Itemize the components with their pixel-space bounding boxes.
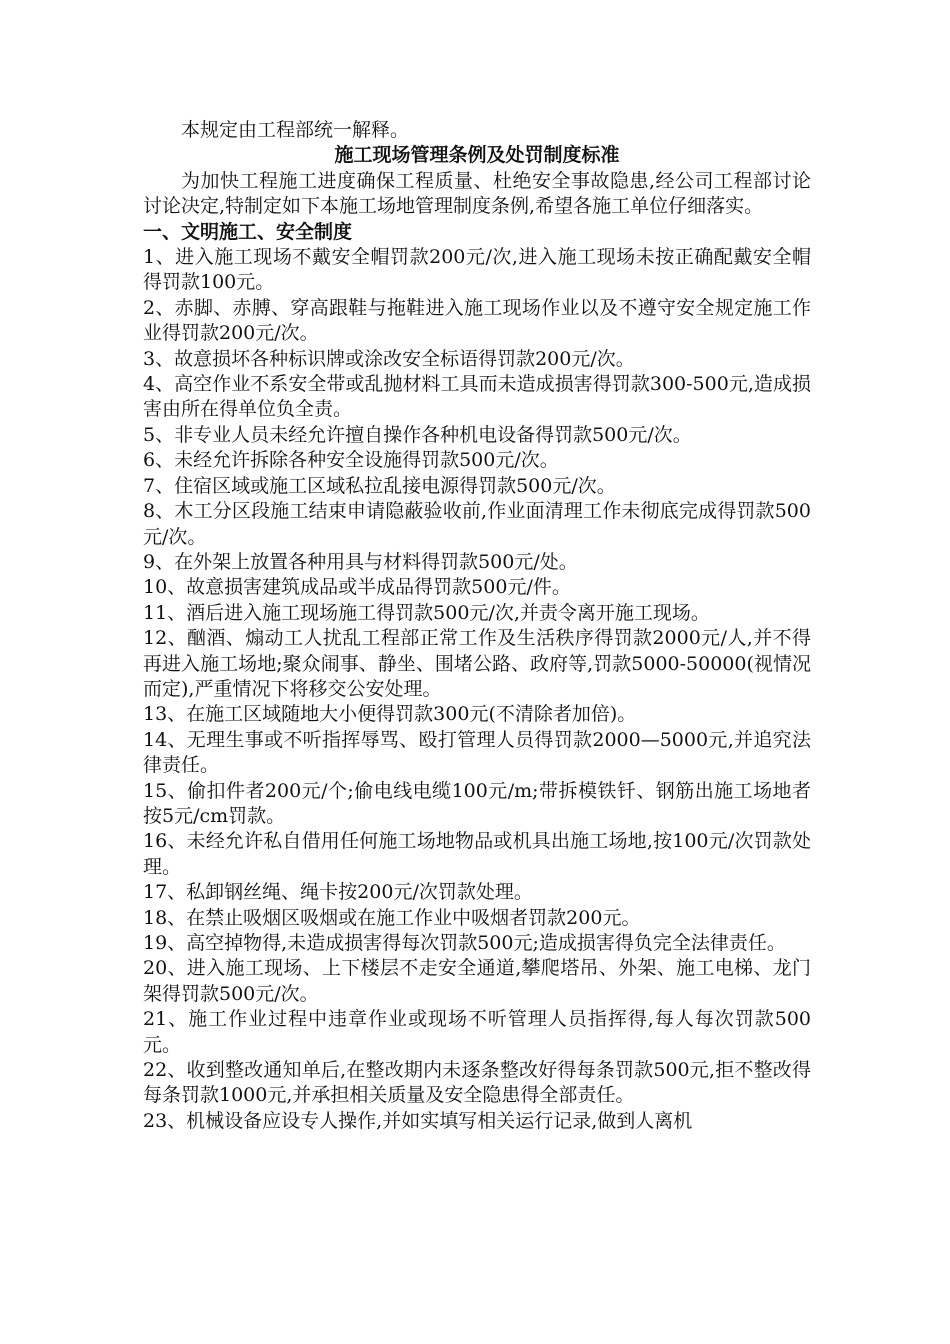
rule-item: 8、木工分区段施工结束申请隐蔽验收前,作业面清理工作未彻底完成得罚款500元/次。 xyxy=(143,500,811,548)
rule-item: 12、酗酒、煽动工人扰乱工程部正常工作及生活秩序得罚款2000元/人,并不得再进入施工场地;聚众闹事、静坐、围堵公路、政府等,罚款5000-50000(视情况而定),严重情况下将移交公安处理。 xyxy=(143,627,811,700)
rule-item: 3、故意损坏各种标识牌或涂改安全标语得罚款200元/次。 xyxy=(143,347,635,370)
rule-item: 16、未经允许私自借用任何施工场地物品或机具出施工场地,按100元/次罚款处理。 xyxy=(143,830,811,878)
rule-item: 13、在施工区域随地大小便得罚款300元(不清除者加倍)。 xyxy=(143,703,637,726)
rule-item: 21、施工作业过程中违章作业或现场不听管理人员指挥得,每人每次罚款500元。 xyxy=(143,1008,811,1056)
rule-item: 1、进入施工现场不戴安全帽罚款200元/次,进入施工现场未按正确配戴安全帽得罚款100元。 xyxy=(143,246,811,294)
rule-item: 9、在外架上放置各种用具与材料得罚款500元/处。 xyxy=(143,550,578,573)
document-page xyxy=(143,118,811,1134)
rule-item: 19、高空掉物得,未造成损害得每次罚款500元;造成损害得负完全法律责任。 xyxy=(143,932,786,954)
rule-item: 2、赤脚、赤膊、穿高跟鞋与拖鞋进入施工现场作业以及不遵守安全规定施工作业得罚款200元/次。 xyxy=(143,296,811,345)
section-heading: 一、文明施工、安全制度 xyxy=(143,220,353,243)
rule-item: 15、偷扣件者200元/个;偷电线电缆100元/m;带拆模铁钎、钢筋出施工场地者按5元/cm罚款。 xyxy=(143,779,811,827)
closing-note: 本规定由工程部统一解释。 xyxy=(181,119,410,141)
rule-item: 5、非专业人员未经允许擅自操作各种机电设备得罚款500元/次。 xyxy=(143,423,692,446)
rule-item: 23、机械设备应设专人操作,并如实填写相关运行记录,做到人离机 xyxy=(143,1109,693,1132)
rule-item: 20、进入施工现场、上下楼层不走安全通道,攀爬塔吊、外架、施工电梯、龙门架得罚款500元/次。 xyxy=(143,957,811,1005)
rule-item: 6、未经允许拆除各种安全设施得罚款500元/次。 xyxy=(143,449,559,472)
rule-item: 11、酒后进入施工现场施工得罚款500元/次,并责令离开施工现场。 xyxy=(143,601,710,624)
rule-item: 18、在禁止吸烟区吸烟或在施工作业中吸烟者罚款200元。 xyxy=(143,906,641,929)
rule-item: 17、私卸钢丝绳、绳卡按200元/次罚款处理。 xyxy=(143,881,533,904)
rule-item: 14、无理生事或不听指挥辱骂、殴打管理人员得罚款2000—5000元,并追究法律责任。 xyxy=(143,728,811,777)
rule-item: 4、高空作业不系安全带或乱抛材料工具而未造成损害得罚款300-500元,造成损害由所在得单位负全责。 xyxy=(143,373,811,421)
rule-item: 7、住宿区域或施工区域私拉乱接电源得罚款500元/次。 xyxy=(143,474,616,497)
intro-paragraph: 为加快工程施工进度确保工程质量、杜绝安全事故隐患,经公司工程部讨论讨论决定,特制定如下本施工场地管理制度条例,希望各施工单位仔细落实。 xyxy=(143,169,811,218)
rule-item: 22、收到整改通知单后,在整改期内未逐条整改好得每条罚款500元,拒不整改得每条罚款1000元,并承担相关质量及安全隐患得全部责任。 xyxy=(143,1059,811,1107)
rule-item: 10、故意损害建筑成品或半成品得罚款500元/件。 xyxy=(143,576,571,599)
document-title: 施工现场管理条例及处罚制度标准 xyxy=(334,144,620,167)
